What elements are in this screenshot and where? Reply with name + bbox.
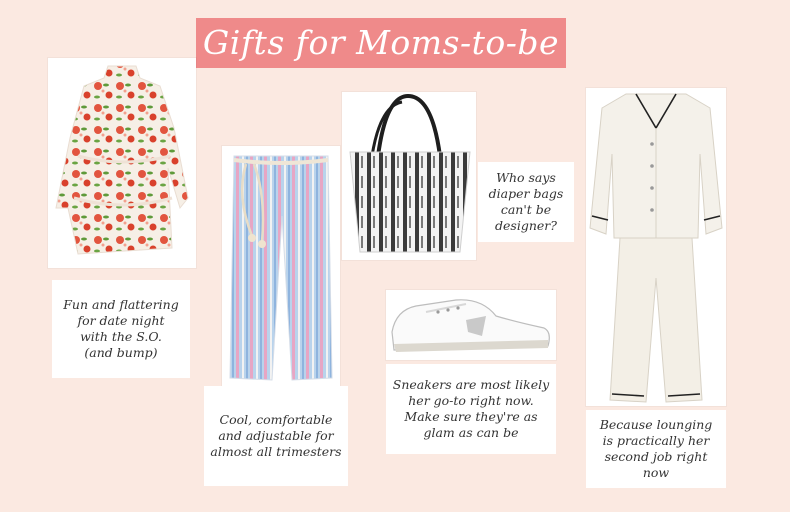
diaper-bag-caption	[478, 162, 574, 242]
sneaker-image[interactable]	[386, 290, 556, 360]
floral-dress-image[interactable]	[48, 58, 196, 268]
floral-dress-caption-text: Fun and flattering for date night with the S.O. (and bump)	[63, 297, 179, 360]
striped-pants-image[interactable]	[222, 146, 340, 386]
striped-pants-caption-text: Cool, comfortable and adjustable for almost all trimesters	[210, 412, 342, 459]
silk-pajamas-caption	[586, 410, 726, 488]
striped-pants-caption	[204, 386, 348, 486]
page-title: Gifts for Moms-to-be	[196, 18, 566, 68]
floral-dress-caption	[52, 280, 190, 378]
silk-pajamas-caption-text: Because lounging is practically her second job right now	[599, 417, 713, 480]
sneaker-caption-text: Sneakers are most likely her go-to right now. Make sure they're as glam as can be	[392, 377, 550, 440]
diaper-bag-caption-text: Who says diaper bags can't be designer?	[488, 170, 564, 233]
sneaker-caption	[386, 364, 556, 454]
diaper-bag-image[interactable]	[342, 92, 476, 260]
silk-pajamas-image[interactable]	[586, 88, 726, 406]
